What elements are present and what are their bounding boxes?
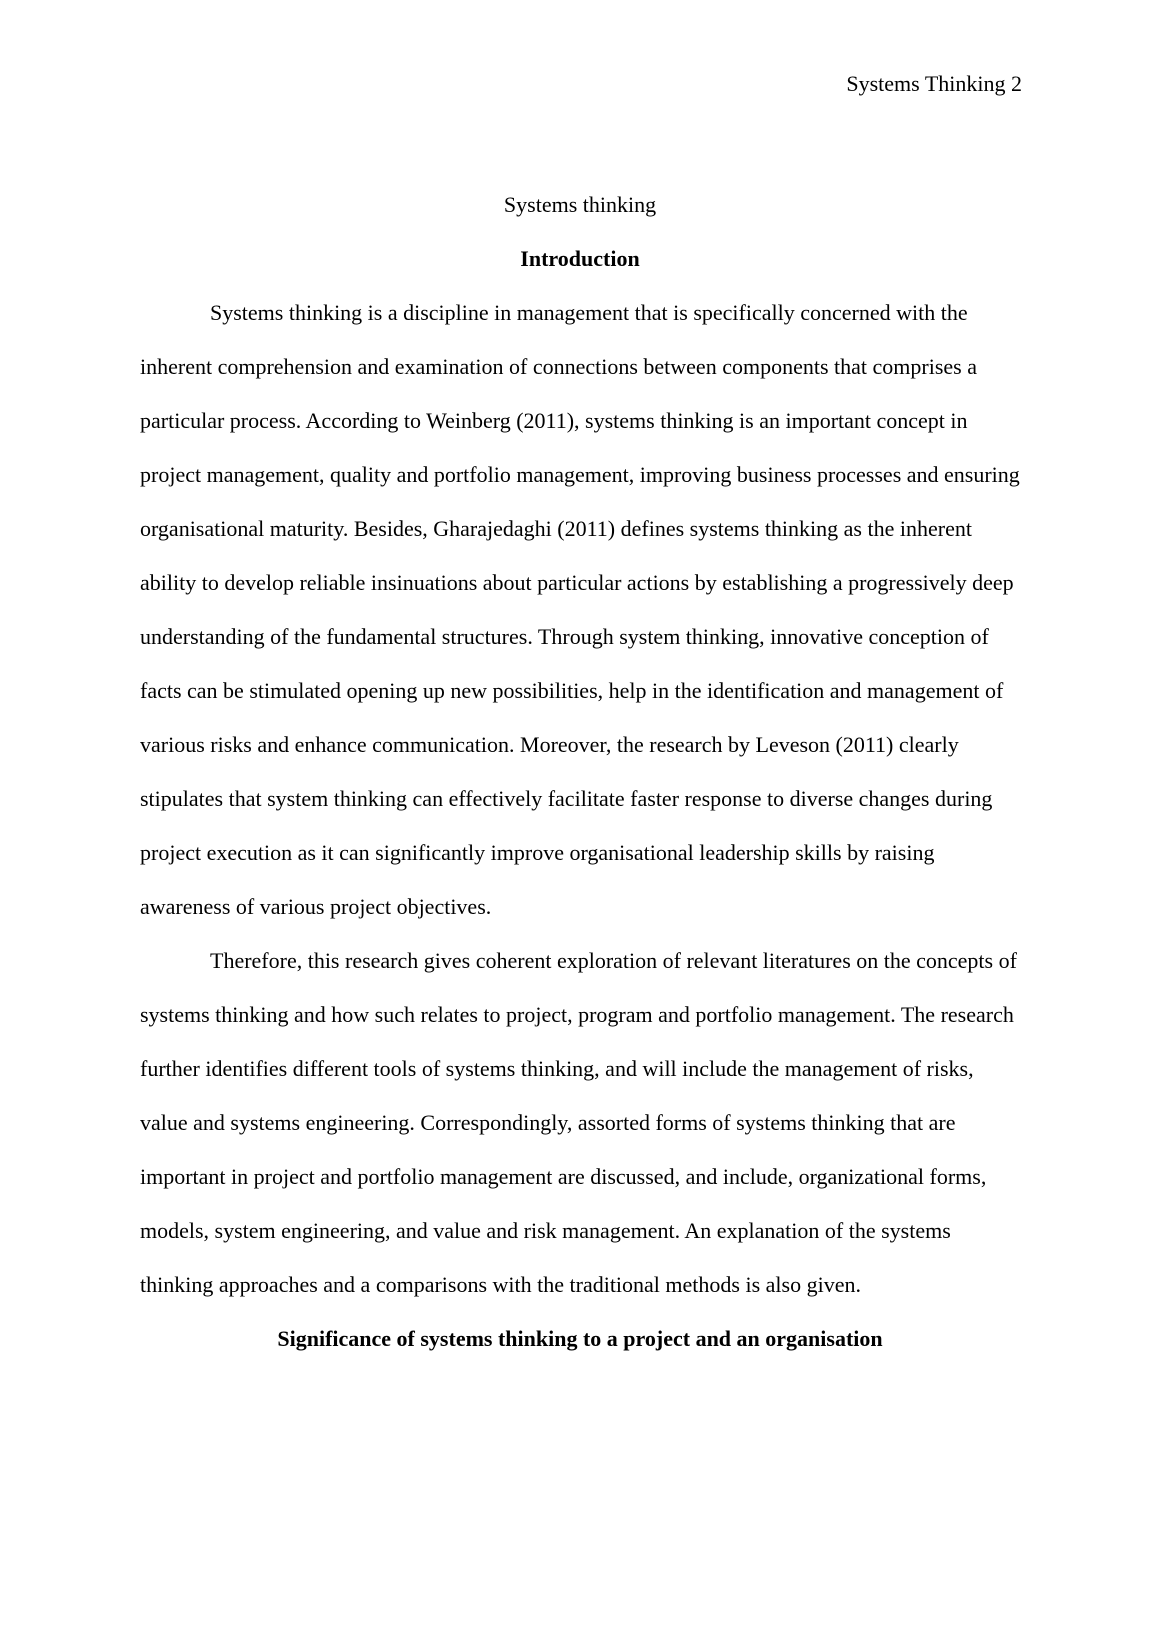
- introduction-paragraph-2: Therefore, this research gives coherent exploration of relevant literatures on the concepts of systems thinking and how such relates to project, program and portfolio management. The research further identifies different tools of systems thinking, and will include the management of risks, value and systems engineering. Correspondingly, assorted forms of systems thinking that are important in project and portfolio management are discussed, and include, organizational forms, models, system engineering, and value and risk management. An explanation of the systems thinking approaches and a comparisons with the traditional methods is also given.: [140, 948, 1017, 1297]
- significance-heading: Significance of systems thinking to a project and an organisation: [277, 1326, 883, 1351]
- introduction-paragraph-1: Systems thinking is a discipline in management that is specifically concerned with the inherent comprehension and examination of connections between components that comprises a particular process. According to Weinberg (2011), systems thinking is an important concept in project management, quality and portfolio management, improving business processes and ensuring organisational maturity. Besides, Gharajedaghi (2011) defines systems thinking as the inherent ability to develop reliable insinuations about particular actions by establishing a progressively deep understanding of the fundamental structures. Through system thinking, innovative conception of facts can be stimulated opening up new possibilities, help in the identification and management of various risks and enhance communication. Moreover, the research by Leveson (2011) clearly stipulates that system thinking can effectively facilitate faster response to diverse changes during project execution as it can significantly improve organisational leadership skills by raising awareness of various project objectives.: [140, 300, 1020, 919]
- document-body: [140, 178, 1020, 1366]
- document-title: Systems thinking: [503, 192, 657, 217]
- introduction-heading: Introduction: [520, 246, 640, 271]
- running-head: Systems Thinking 2: [846, 71, 1022, 96]
